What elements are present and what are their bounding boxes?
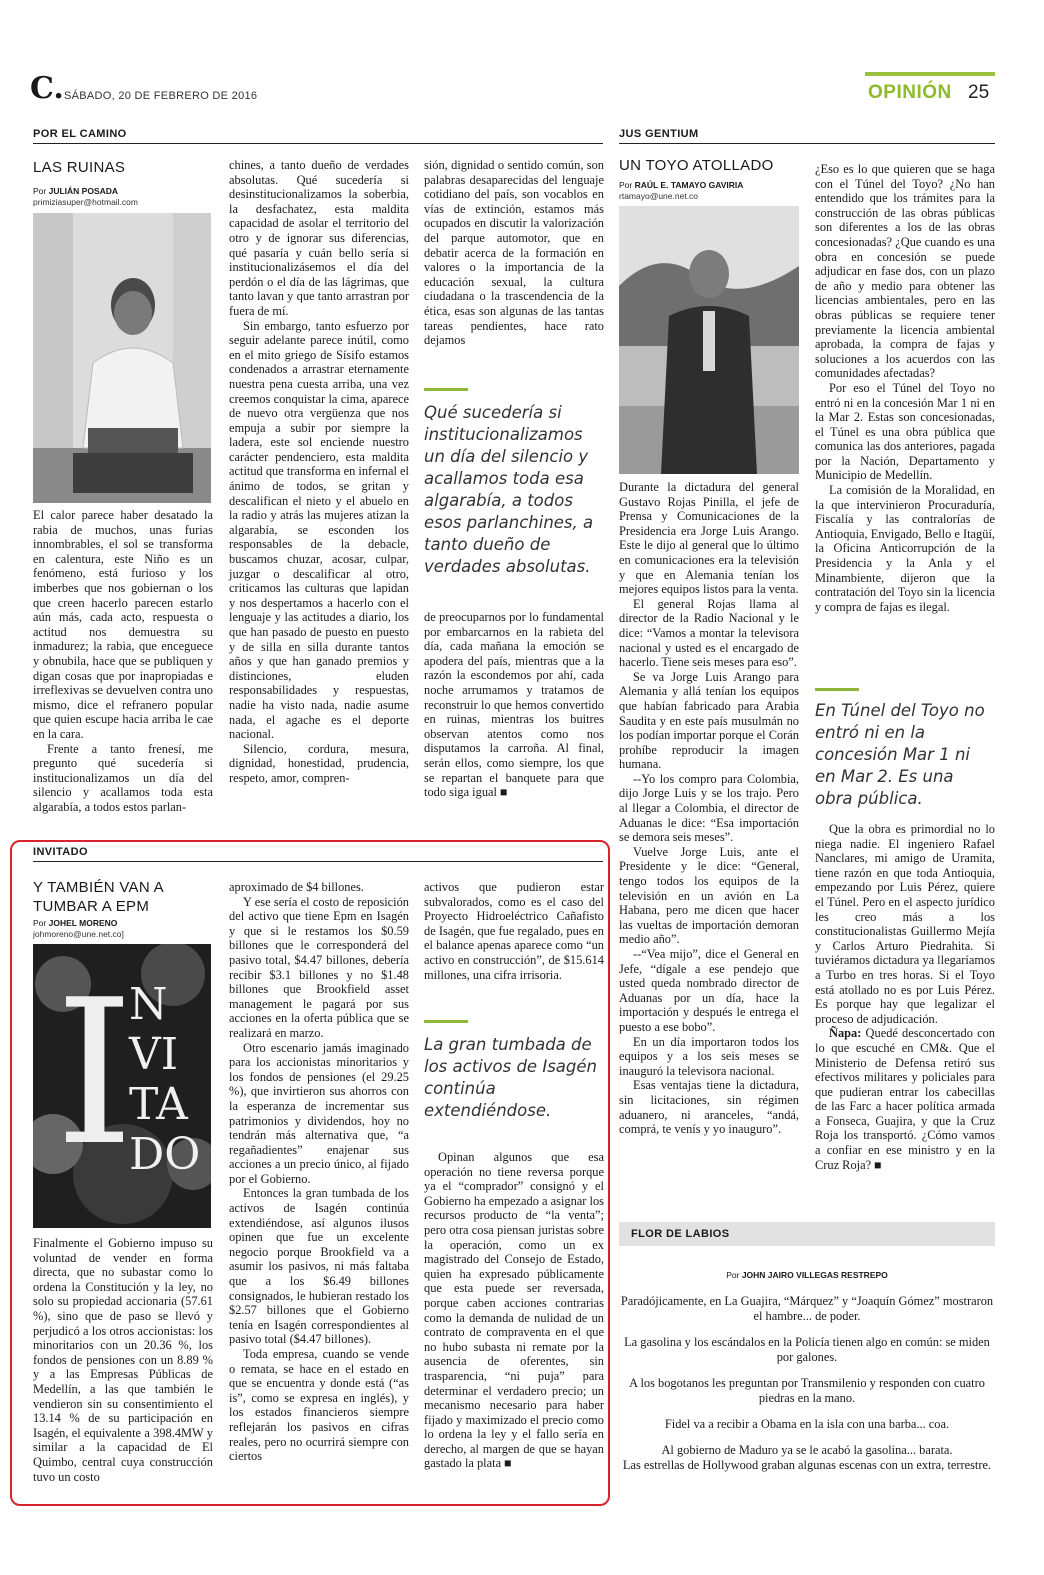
logo: C. [30,71,64,106]
logo-line: N [129,979,168,1030]
byline-prefix: Por [33,186,47,196]
invitado-byline [33,918,117,929]
list-item: Paradójicamente, en La Guajira, “Márquez” y “Joaquín Gómez” mostraron el hambre... de poder. [620,1294,994,1323]
section-name: OPINIÓN [868,82,952,103]
gentium-kicker: JUS GENTIUM [619,128,699,140]
paragraph: chines, a tanto dueño de verdades absolutas. Qué sucedería si desinstitucionalizamos la soberbia, la desfachatez, esta maldita capacidad de asolar el territorio del otro y de ignorar sus diferencias, qué pasaría y cuán bello sería si institucionalizásemos el día del perdón o el día de las lágrimas, que tanto lavan y que tanto arrastran por fuera de mí. [229,158,409,318]
logo-big-letter: I [55,957,135,1190]
camino-rule [33,143,603,144]
invitado-logo-image [33,944,211,1228]
gentium-column-1 [619,480,799,1137]
flor-author: JOHN JAIRO VILLEGAS RESTREPO [741,1270,888,1280]
paragraph: sión, dignidad o sentido común, son palabras desaparecidas del lenguaje cotidiano del país, son vocablos en vías de extinción, estamos más ocupados en discutir la valorización del parque automotor, que en debatir acerca de la formación en valores o la importancia de la educación sexual, la cultura ciudadana o la trascendencia de la ética, esas son algunas de las tantas tareas pendientes, hace rato dejamos [424,158,604,348]
list-item: La gasolina y los escándalos en la Policía tienen algo en común: se miden por galones. [624,1335,990,1364]
paragraph: Se va Jorge Luis Arango para Alemania y allá tenían los equipos que habían fabricado para Arabia Saudita y en este país musulmán no los podían importar porque el Corán prohíbe reproducir la imagen humana. [619,669,799,772]
paragraph: de preocuparnos por lo fundamental por embarcarnos en la rabieta del día, cada mañana la emoción se apodera del país, mientras que a la razón la escondemos por ahí, cada noche arrumamos y tratamos de reconstruir lo que hemos convertido en ruinas, mientras los buitres observan atentos como nos disputamos la carroña. Al final, serán ellos, como siempre, los que se repartan el banquete para que todo siga igual ■ [424,610,604,800]
list-item: A los bogotanos les preguntan por Transmilenio y responden con cuatro piedras en la mano. [629,1376,985,1405]
invitado-column-1 [33,1236,213,1484]
flor-items [619,1294,995,1484]
paragraph: Toda empresa, cuando se vende o remata, se hace en el estado en que se encuentra y donde está (“as is”, como se expresa en inglés), y los estados financieros siempre reflejarán los pasivos en cifras reales, pero no ocurrirá siempre con ciertos [229,1347,409,1464]
byline-prefix: Por [619,180,633,190]
author-photo-raul-tamayo [619,206,799,474]
paragraph: Esas ventajas tiene la dictadura, sin licitaciones, sin régimen aduanero, ni aranceles, “andá, comprá, te venís y yo inauguro”. [619,1078,799,1137]
paragraph: Entonces la gran tumbada de los activos de Isagén continúa extendiéndose, así algunos ilusos opinen que fue un excelente negocio porque Brookfield va a asumir los pasivos, ni más faltaba que a los $6.49 billones consignados, le hubieran restado los $2.57 billones que el Gobierno tenía en Isagén correspondientes al pasivo total ($4.47 billones). [229,1186,409,1347]
paragraph: aproximado de $4 billones. [229,880,364,894]
byline-prefix: Por [726,1270,740,1280]
paragraph: Que la obra es primordial no lo niega nadie. El ingeniero Rafael Nanclares, mi amigo de Uramita, tiene razón en que toda Antioquia, empezando por Luis Pérez, quiere el Túnel. Pero en el aspecto jurídico les creo más a los constitucionalistas Guillermo Mejía y Carlos Arturo Piedrahita. Si tuviéramos dictadura ya llegaríamos a Turbo en tres horas. Si el Toyo está atollado no es por Luis Pérez. Es porque hay que legalizar el proceso de adjudicación. [815,822,995,1026]
section-accent-bar [865,72,995,76]
paragraph: Sin embargo, tanto esfuerzo por seguir adelante parece inútil, como en el mito griego de Sísifo estamos condenados a arrastrar eternamente nuestra pena cuesta arriba, una vez creemos conquistar la cima, aparece de nuevo otra vergüenza que nos empuja a subir por siempre la ladera, este sol enciende nuestro carácter pendenciero, esta maldita actitud que transforma en infernal el ánimo de todos, se gritan y descalifican el nieto y el abuelo en la radio y atrás las mujeres atizan la algarabía, se esconden los responsables de la debacle, buscamos chuzar, acosar, culpar, juzgar o descalificar al otro, criticamos las culturas que lapidan y nos despertamos a hacerlo con el lenguaje y las actitudes a diario, los que han pasado de puesto en puesto y de silla en silla durante tantos años y que han ganado premios y distinciones, eluden responsabilidades y respuestas, nadie ha visto nada, nadie asume nada, el agache es el deporte nacional. [229,318,409,742]
paragraph: El calor parece haber desatado la rabia de muchos, unas furias innombrables, el sol se transforma en calentura, este Niño es un fenómeno, está furioso y los imberbes que nos gobiernan o los que creen hacerlo parecen estarlo aún más, cada acto, respuesta o actitud nos demuestra su inmadurez; la rabia, que enceguece y obnubila, hace que se publiquen y digan cosas que por inapropiadas e irreflexivas se devuelven contra uno mismo, dice el refranero popular que quien escupe hacia arriba le cae en la cara. [33,508,213,741]
paragraph: Vuelve Jorge Luis, ante el Presidente y le dice: “General, tengo todos los equipos de la televisión en un avión en La Habana, pero me dicen que hacer las vueltas de importación demoran medio año”. [619,844,799,947]
gentium-byline [619,180,743,191]
invitado-title-line-2: TUMBAR A EPM [33,898,150,915]
paragraph: activos que pudieron estar subvalorados, como es el caso del Proyecto Hidroeléctrico Cañafisto de Isagén, que fue regalado, pues en el balance apenas aparece como “un activo en construcción”, de $15.614 millones, una cifra irrisoria. [424,880,604,982]
issue-date: SÁBADO, 20 DE FEBRERO DE 2016 [64,90,258,102]
logo-line: VI [129,1029,179,1080]
invitado-title-line-1: Y TAMBIÉN VAN A [33,879,164,896]
invitado-column-2 [229,880,409,1464]
paragraph: --Yo los compro para Colombia, dijo Jorge Luis y se los trajo. Pero al llegar a Colombia, el director de Aduanas le dice: “Esa importación se demora seis meses”. [619,771,799,845]
list-item: Las estrellas de Hollywood graban algunas escenas con un extra, terrestre. [622,1458,992,1472]
logo-line: TA [129,1079,188,1130]
invitado-email: johmoreno@une.net.co] [33,929,124,939]
invitado-pullquote: La gran tumbada de los activos de Isagén continúa extendiéndose. [424,1035,597,1120]
camino-column-3-top [424,158,604,348]
pullquote-accent [815,688,859,691]
gentium-column-2-top [815,162,995,614]
camino-column-3-bottom [424,610,604,800]
list-item: Al gobierno de Maduro ya se le acabó la gasolina... barata. [661,1443,953,1457]
napa-text: Quedé desconcertado con lo que escuché en CM&. Que el Ministerio de Defensa retiró sus efectivos militares y policiales para que pudieran entrar los cabecillas de las Farc a hacer política armada a Fonseca, Guajira, y que la Cruz Roja los transportó. ¿Cómo vamos a confiar en ese ministro y en la Cruz Roja? ■ [815,1026,995,1172]
invitado-title [33,878,164,916]
napa-label: Ñapa: [829,1026,862,1041]
list-item: Fidel va a recibir a Obama en la isla con una barba... coa. [664,1417,950,1431]
pullquote-accent [424,1020,468,1023]
gentium-title: UN TOYO ATOLLADO [619,157,774,174]
camino-column-2 [229,158,409,786]
paragraph: Otro escenario jamás imaginado para los accionistas minoritarios y los fondos de pensiones (el 29.25 %), que invirtieron sus ahorros con la esperanza de incrementar sus patrimonios y dividendos, hoy no tendrán más alternativa que, “a regañadientes” enajenar sus acciones a un precio único, al fijado por el Gobierno. [229,1040,409,1186]
paragraph: Por eso el Túnel del Toyo no entró ni en la concesión Mar 1 ni en la Mar 2. Estas son concesionadas, el Túnel es una obra pública que comunica las dos anteriores, pagada por la Nación, Departamento y Municipio de Medellín. [815,380,995,483]
invitado-column-3-bottom [424,1150,604,1471]
logo-letters [129,980,200,1180]
camino-email: primiziasuper@hotmail.com [33,197,138,207]
gentium-column-2-bottom [815,822,995,1172]
paragraph: Y ese sería el costo de reposición del activo que tiene Epm en Isagén y que si le restamos los $0.59 billones que le corresponderá del pasivo total, $4.47 billones, debería recibir $3.1 billones y no $1.48 billones que Brookfield asset management le pagará por sus acciones en la oferta pública que se realizará en marzo. [229,894,409,1040]
gentium-pullquote: En Túnel del Toyo no entró ni en la concesión Mar 1 ni en Mar 2. Es una obra pública. [815,701,985,808]
paragraph: ¿Eso es lo que quieren que se haga con el Túnel del Toyo? ¿No han entendido que los trámites para la construcción de las obras públicas son diferentes a los de las obras concesionadas? ¿Que cuando es una obra en concesión se puede adjudicar en fase dos, con un plazo de año y medio para obtener las licencias ambientales, pero en las obras públicas se requiere tener previamente la licencia ambiental aprobada, la compra de fajas y soluciones a los acuerdos con las comunidades afectadas? [815,162,995,381]
invitado-column-3-top [424,880,604,982]
gentium-email: rtamayo@une.net.co [619,191,699,201]
gentium-author: RAÚL E. TAMAYO GAVIRIA [634,180,744,190]
invitado-kicker: INVITADO [33,846,88,858]
paragraph: Finalmente el Gobierno impuso su voluntad de vender en forma directa, que no subastar como lo ordena la Constitución y la ley, no solo su propiedad accionaria (57.61 %), sino que de paso se llevó y perjudicó a los otros accionistas: los minoritarios con un 20.36 %, los fondos de pensiones con un 8.89 % y a las Empresas Públicas de Medellín, a las que también le vendieron sin su consentimiento el 13.14 % de su participación en Isagén, el equivalente a 398.4MW y similar a la capacidad de El Quimbo, central cuya construcción tuvo un costo [33,1236,213,1484]
invitado-author: JOHEL MORENO [48,918,118,928]
paragraph: Durante la dictadura del general Gustavo Rojas Pinilla, el jefe de Prensa y Comunicaciones de la Presidencia era Jorge Luis Arango. Este le dijo al general que lo último en comunicaciones era la televisión y que en Alemania tenían los mejores equipos listos para la venta. [619,480,799,597]
flor-kicker: FLOR DE LABIOS [631,1228,730,1240]
masthead [30,72,995,112]
page-number: 25 [968,82,990,103]
paragraph: Frente a tanto frenesí, me pregunto qué sucedería si institucionalizamos un día del silencio y acallamos toda esta algarabía, a todos estos parlan- [33,741,213,814]
paragraph: La comisión de la Moralidad, en la que intervinieron Procuraduría, Fiscalía y las contralorías de Antioquia, Envigado, Bello e Itagüí, la Oficina Anticorrupción de la Presidencia y la Anla y el Minambiente, dijeron que la contratación del Toyo sin la licencia y compra de fajas es ilegal. [815,483,995,614]
camino-column-1 [33,508,213,814]
flor-byline [619,1270,995,1281]
camino-author: JULIÁN POSADA [48,186,119,196]
paragraph: En un día importaron todos los equipos y a los seis meses se inauguró la televisora nacional. [619,1034,799,1078]
camino-title: LAS RUINAS [33,159,126,176]
paragraph: Opinan algunos que esa operación no tiene reversa porque ya el “comprador” consignó y el Gobierno ha empezado a asignar los recursos producto de “la venta”; pero otra cosa piensan juristas sobre la operación, como un ex magistrado del Consejo de Estado, quien ha expresado públicamente que esta puede ser reversada, porque caben acciones contrarias como la demanda de nulidad de un contrato de compraventa en el que no hubo subasta ni remate por la ausencia de oferentes, sin trasparencia, “ni puja” para determinar el verdadero precio; un mecanismo necesario para haber fijado y maximizado el precio como lo ordena la ley y el fallo sería en derecho, al margen de que se hayan gastado la plata ■ [424,1150,604,1471]
camino-byline [33,186,118,197]
invitado-rule [33,861,603,862]
author-photo-julian-posada [33,213,211,503]
paragraph: --“Vea mijo”, dice el General en Jefe, “dígale a ese pendejo que usted queda nombrado director de Aduanas por un día, hace la importación y después le entrega el puesto a ese bobo”. [619,947,799,1034]
pullquote-accent [424,388,468,391]
camino-pullquote: Qué sucedería si institucionalizamos un día del silencio y acallamos toda esa algarabía, a todos esos parlanchines, a tanto dueño de verdades absolutas. [424,403,594,576]
paragraph: El general Rojas llama al director de la Radio Nacional y le dice: “Vamos a montar la televisora nacional y usted es el encargado de hacerlo. Tiene seis meses para eso”. [619,596,799,670]
byline-prefix: Por [33,918,47,928]
camino-kicker: POR EL CAMINO [33,128,127,140]
gentium-rule [619,143,995,144]
logo-line: DO [129,1129,201,1180]
paragraph: Silencio, cordura, mesura, dignidad, honestidad, prudencia, respeto, amor, compren- [229,741,409,785]
